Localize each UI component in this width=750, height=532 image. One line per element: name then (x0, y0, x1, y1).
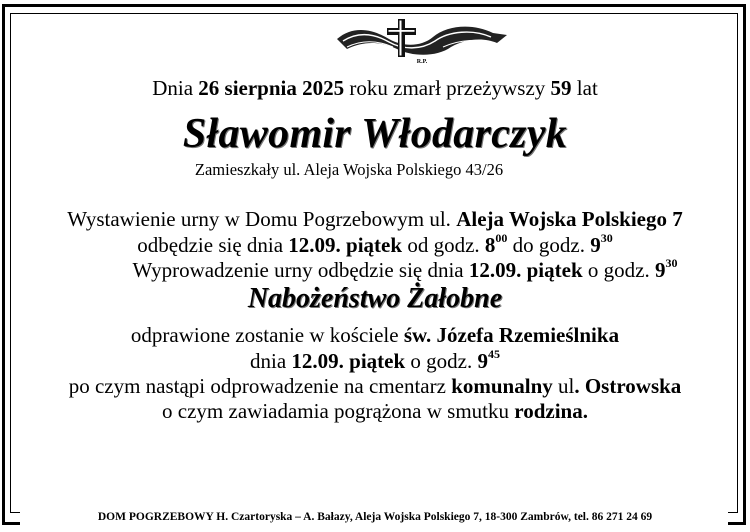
residence-address: Zamieszkały ul. Aleja Wojska Polskiego 43/26 (194, 160, 504, 179)
departure-line: Wyprowadzenie urny odbędzie się dnia 12.09. piątek o godz. $9^{30}$ (132, 256, 678, 282)
emblem-text: R.P. (416, 59, 428, 65)
service-time-line: dnia 12.09. piątek o godz. $9^{45}$ (250, 347, 500, 373)
service-title: Nabożeństwo Żałobne (247, 283, 503, 314)
urn-exhibit-time-line: odbędzie się dnia 12.09. piątek od godz. $8^{00}$ do godz. $9^{30}$ (137, 231, 613, 257)
church-line: odprawione zostanie w kościele św. Józefa Rzemieślnika (130, 323, 620, 347)
footer: DOM POGRZEBOWY H. Czartoryska – A. Bałazy, Aleja Wojska Polskiego 7, 18-300 Zambrów, tel. 86 271 24 69 (97, 511, 653, 523)
cemetery-line: po czym nastąpi odprowadzenie na cmentarz komunalny ul. Ostrowska (68, 374, 682, 398)
urn-exhibit-line: Wystawienie urny w Domu Pogrzebowym ul. Aleja Wojska Polskiego 7 (67, 207, 683, 231)
cross-ribbon-icon (333, 17, 511, 67)
closing-line: o czym zawiadamia pogrążona w smutku rodzina. (162, 399, 588, 423)
death-line: Dnia 26 sierpnia 2025 roku zmarł przeżywszy 59 lat (152, 76, 598, 100)
deceased-name: Sławomir Włodarczyk (182, 111, 568, 157)
